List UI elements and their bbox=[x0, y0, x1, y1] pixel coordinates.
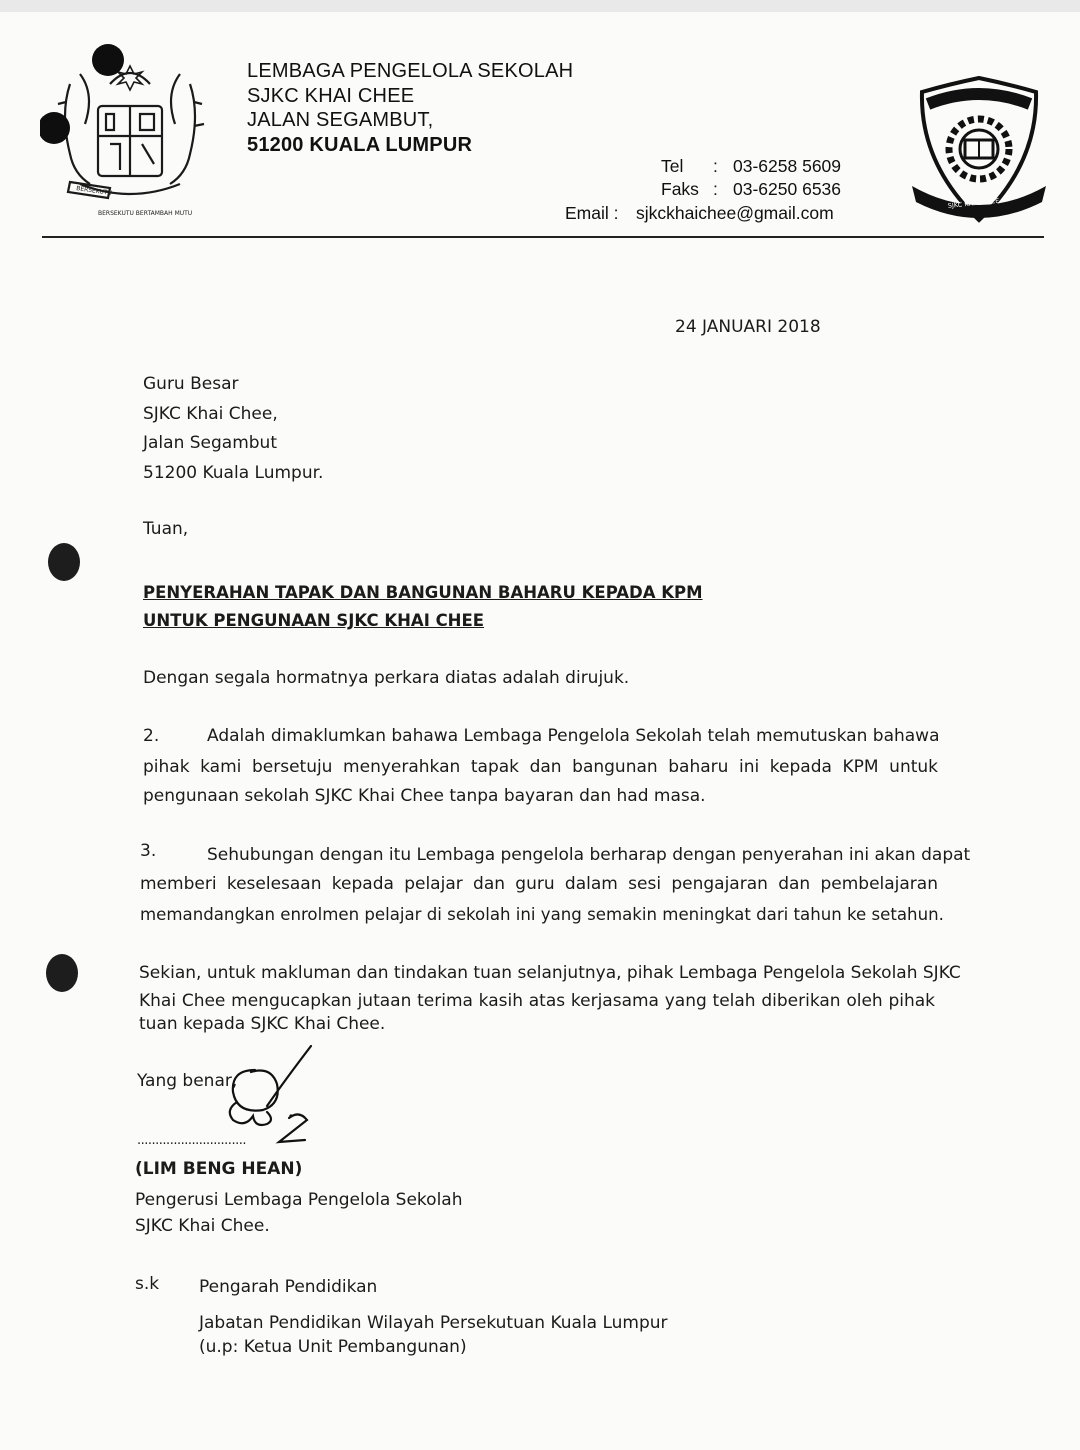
para2-line: Adalah dimaklumkan bahawa Lembaga Pengelola Sekolah telah memutuskan bahawa bbox=[207, 726, 940, 746]
svg-text:SJKC KHAI CHEE: SJKC KHAI CHEE bbox=[947, 196, 1000, 210]
para3-line: memandangkan enrolmen pelajar di sekolah ini yang semakin meningkat dari tahun ke setahun. bbox=[140, 905, 944, 924]
letterhead-address bbox=[247, 59, 573, 157]
school-emblem-icon bbox=[908, 74, 1050, 226]
signature-line: .............................. bbox=[137, 1133, 246, 1148]
salutation: Tuan, bbox=[143, 519, 189, 539]
para2-line: pihak kami bersetuju menyerahkan tapak dan bangunan baharu ini kepada KPM untuk bbox=[143, 757, 938, 777]
para3-line: memberi keselesaan kepada pelajar dan guru dalam sesi pengajaran dan pembelajaran bbox=[140, 874, 938, 894]
fax-label: Faks bbox=[661, 179, 699, 199]
closing-line: tuan kepada SJKC Khai Chee. bbox=[139, 1014, 386, 1034]
school-name: SJKC KHAI CHEE bbox=[247, 84, 415, 107]
recipient-line: Guru Besar bbox=[143, 374, 239, 394]
signatory-title: Pengerusi Lembaga Pengelola Sekolah bbox=[135, 1190, 463, 1210]
punch-hole bbox=[46, 954, 78, 992]
punch-hole bbox=[48, 543, 80, 581]
subject-line: PENYERAHAN TAPAK DAN BANGUNAN BAHARU KEPADA KPM bbox=[143, 583, 703, 602]
tel-colon: : bbox=[713, 156, 718, 176]
recipient-line: Jalan Segambut bbox=[143, 433, 277, 453]
org-name: LEMBAGA PENGELOLA SEKOLAH bbox=[247, 60, 574, 82]
para2-line: pengunaan sekolah SJKC Khai Chee tanpa bayaran dan had masa. bbox=[143, 786, 706, 806]
city-address: 51200 KUALA LUMPUR bbox=[247, 133, 473, 156]
cc-label: s.k bbox=[135, 1274, 160, 1294]
recipient-line: 51200 Kuala Lumpur. bbox=[143, 463, 324, 483]
header-divider bbox=[42, 236, 1044, 238]
signatory-name: (LIM BENG HEAN) bbox=[135, 1159, 303, 1179]
coat-of-arms-icon bbox=[40, 44, 220, 224]
svg-text:BERSEKUTU: BERSEKUTU bbox=[75, 185, 113, 197]
signatory-org: SJKC Khai Chee. bbox=[135, 1216, 270, 1236]
para3-line: Sehubungan dengan itu Lembaga pengelola berharap dengan penyerahan ini akan dapat bbox=[207, 845, 971, 865]
cc-line: (u.p: Ketua Unit Pembangunan) bbox=[199, 1337, 467, 1357]
tel-number: 03-6258 5609 bbox=[733, 156, 842, 176]
closing-line: Khai Chee mengucapkan jutaan terima kasih atas kerjasama yang telah diberikan oleh pihak bbox=[139, 991, 935, 1011]
letter-date: 24 JANUARI 2018 bbox=[675, 317, 821, 337]
subject-line: UNTUK PENGUNAAN SJKC KHAI CHEE bbox=[143, 611, 485, 630]
para2-number: 2. bbox=[143, 726, 160, 746]
intro-text: Dengan segala hormatnya perkara diatas adalah dirujuk. bbox=[143, 668, 630, 688]
fax-colon: : bbox=[713, 179, 718, 199]
cc-line: Pengarah Pendidikan bbox=[199, 1277, 378, 1297]
street-address: JALAN SEGAMBUT, bbox=[247, 109, 434, 131]
handwritten-signature bbox=[215, 1040, 325, 1150]
email-address[interactable]: sjkckhaichee@gmail.com bbox=[636, 203, 834, 223]
recipient-line: SJKC Khai Chee, bbox=[143, 404, 278, 424]
svg-text:BERSEKUTU BERTAMBAH MUTU: BERSEKUTU BERTAMBAH MUTU bbox=[98, 210, 193, 217]
sign-off: Yang benar, bbox=[137, 1071, 238, 1091]
tel-label: Tel bbox=[661, 156, 684, 176]
closing-line: Sekian, untuk makluman dan tindakan tuan selanjutnya, pihak Lembaga Pengelola Sekolah SJKC bbox=[139, 963, 961, 983]
para3-number: 3. bbox=[140, 841, 157, 861]
fax-number: 03-6250 6536 bbox=[733, 179, 842, 199]
email-label: Email : bbox=[565, 203, 619, 223]
cc-line: Jabatan Pendidikan Wilayah Persekutuan Kuala Lumpur bbox=[199, 1313, 668, 1333]
